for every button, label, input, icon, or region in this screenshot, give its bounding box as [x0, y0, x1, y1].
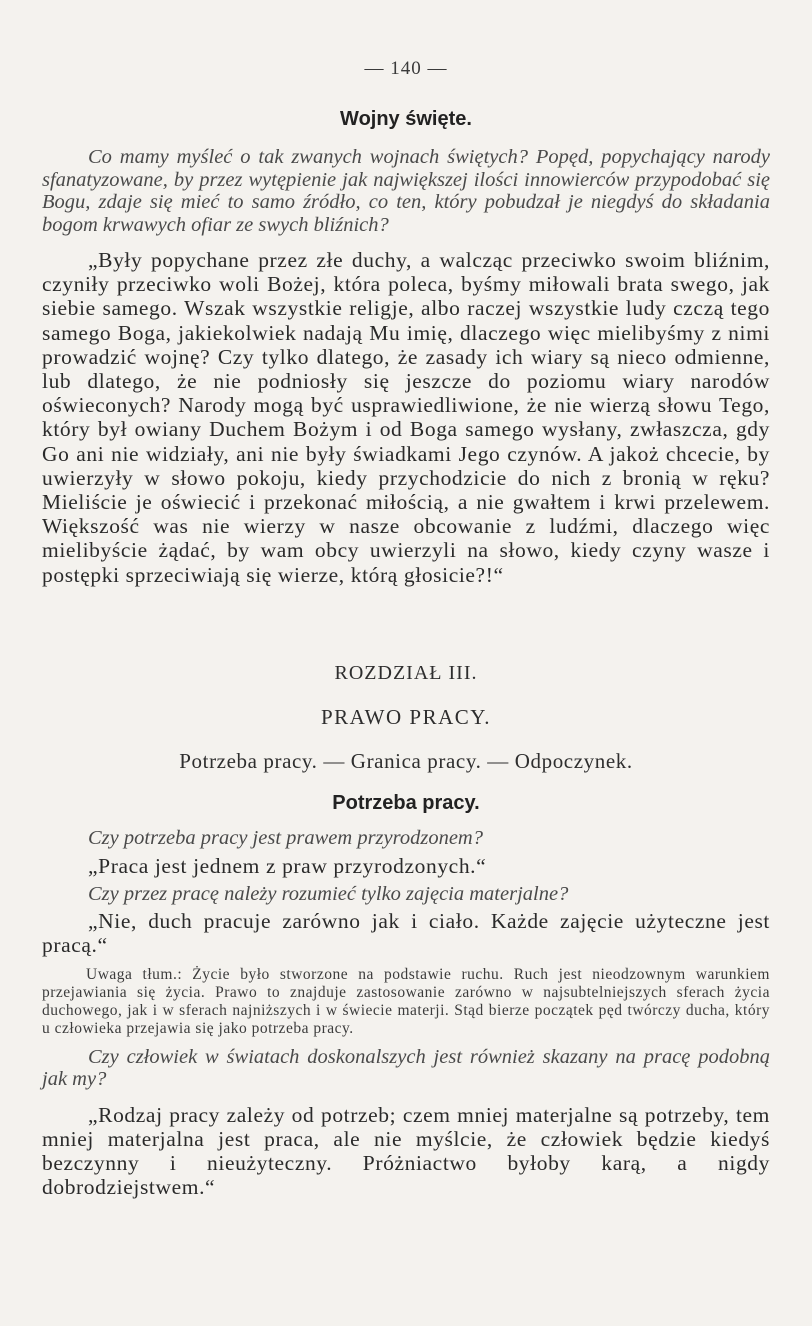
chapter-title: PRAWO PRACY.	[321, 705, 491, 729]
question-higher-worlds: Czy człowiek w światach doskonalszych jest również skazany na pracę podobną jak my?	[42, 1045, 770, 1091]
section-holy-wars	[42, 108, 770, 587]
answer-material-work: „Nie, duch pracuje zarówno jak i ciało. Każde zajęcie użyteczne jest pracą.“	[42, 909, 770, 958]
answer-work-law: „Praca jest jednem z praw przyrodzonych.“	[88, 853, 487, 878]
question-material-work: Czy przez pracę należy rozumieć tylko zajęcia materjalne?	[88, 882, 569, 905]
section-title: Potrzeba pracy.	[332, 792, 480, 814]
question-work-law: Czy potrzeba pracy jest prawem przyrodzonem?	[88, 827, 483, 849]
chapter-heading	[42, 662, 770, 774]
answer-higher-worlds: „Rodzaj pracy zależy od potrzeb; czem mniej materjalne są potrzeby, tem mniej materjalna jest praca, ale nie myślcie, że człowiek będzie kiedyś bezczynny i nieużyteczny. Próżniactwo byłoby karą, a nigdy dobrodziejstwem.“	[42, 1102, 770, 1200]
chapter-subtitle: Potrzeba pracy. — Granica pracy. — Odpoczynek.	[179, 749, 633, 773]
section-title: Wojny święte.	[340, 108, 472, 130]
page-number: — 140 —	[364, 58, 448, 79]
section-need-for-work	[42, 792, 770, 1199]
question-holy-wars: Co mamy myśleć o tak zwanych wojnach świętych? Popęd, popychający narody sfanatyzowane, by przez wytępienie jak największej ilości innowierców przypodobać się Bogu, zdaje się mieć to samo źródło, co ten, który pobudzał je niegdyś do składania bogom krwawych ofiar ze swych bliźnich?	[42, 146, 770, 236]
translator-note: Uwaga tłum.: Życie było stworzone na podstawie ruchu. Ruch jest nieodzownym warunkiem przejawiania się życia. Prawo to znajduje zastosowanie zarówno w najsubtelniejszych sferach życia duchowego, jak i w sferach najniższych i w świecie materji. Stąd bierze początek pęd twórczy ducha, który u człowieka przejawia się jako potrzeba pracy.	[42, 965, 770, 1037]
answer-holy-wars: „Były popychane przez złe duchy, a walcząc przeciwko swoim bliźnim, czyniły przeciwko woli Bożej, która poleca, byśmy miłowali brata swego, jak siebie samego. Wszak wszystkie religje, albo raczej wszystkie ludy czczą tego samego Boga, jakiekolwiek nadają Mu imię, dlaczego więc mielibyśmy z nimi prowadzić wojnę? Czy tylko dlatego, że zasady ich wiary są nieco odmienne, lub dlatego, że nie podniosły się jeszcze do poziomu wiary narodów oświeconych? Narody mogą być usprawiedliwione, że nie wierzą słowu Tego, który był owiany Duchem Bożym i od Boga samego wysłany, zwłaszcza, gdy Go ani nie widziały, ani nie były świadkami Jego czynów. A jakoż chcecie, by uwierzyły w słowo pokoju, kiedy przychodzicie do nich z bronią w ręku? Mieliście je oświecić i przekonać miłością, a nie gwałtem i krwi przelewem. Większość was nie wierzy w nasze obcowanie z ludźmi, dlaczego więc mielibyście żądać, by wam obcy uwierzyli na słowo, kiedy czyny wasze i postępki sprzeciwiają się wierze, którą głosicie?!“	[42, 248, 770, 587]
chapter-number: ROZDZIAŁ III.	[334, 662, 478, 684]
